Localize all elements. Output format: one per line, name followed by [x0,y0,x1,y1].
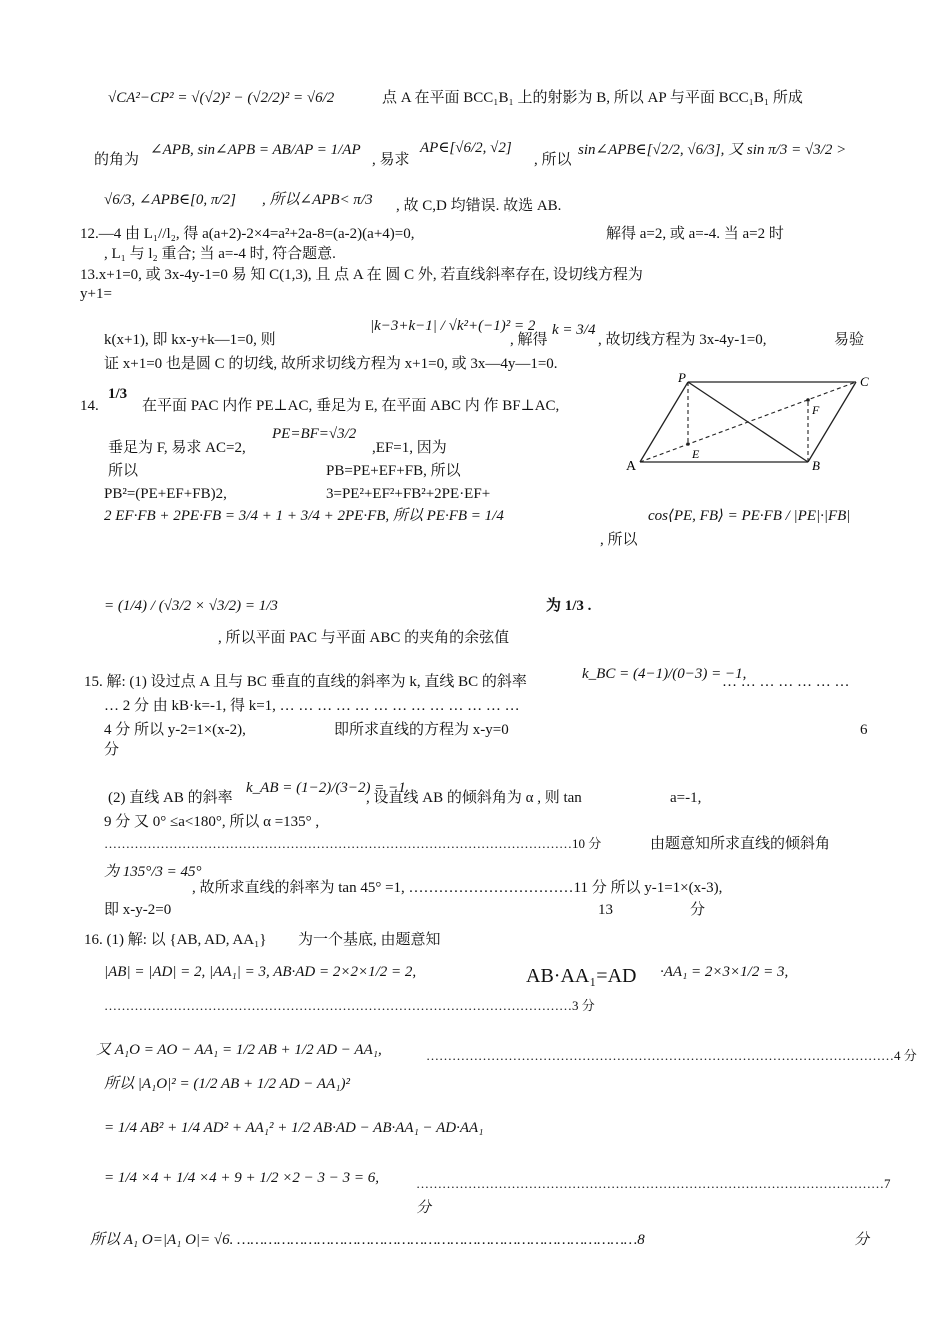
p15-formula-1b: k_BC = (4−1)/(0−3) = −1, [582,666,747,682]
p15-line-5c: , 设直线 AB 的倾斜角为 α , 则 tan [366,790,582,806]
p16-line-4b: ………………………………………………………………………………………………4 分 [426,1048,917,1063]
p14-line-3b: PB=PE+EF+FB, 所以 [326,463,461,479]
label-f: F [812,403,820,417]
p13-formula-3d: k = 3/4 [552,322,596,338]
p15-line-3c: 6 [860,722,868,738]
p13-line-3c: , 解得 [510,332,548,348]
label-e: E [692,447,700,461]
p15-line-4: 分 [104,742,120,758]
p15-line-1a: 15. 解: (1) 设过点 A 且与 BC 垂直的直线的斜率为 k, 直线 BC 的斜率 [84,674,527,690]
p15-line-3b: 即所求直线的方程为 x-y=0 [334,722,509,738]
p16-line-1b: 为一个基底, 由题意知 [298,932,441,948]
p15-line-9a: 即 x-y-2=0 [104,902,172,918]
p13-line-3e: , 故切线方程为 3x-4y-1=0, [598,332,767,348]
p13-line-3a: k(x+1), 即 kx-y+k—1=0, 则 [104,332,276,348]
p15-line-9c: 分 [690,902,706,918]
p15-line-7a: ………………………………………………………………………………………………10 分 [104,836,602,851]
p12-line-1a: 12.—4 由 L₁//l₂, 得 a(a+2)-2×4=a²+2a-8=(a-2)(a+4)=0, [80,226,415,242]
p14-formula-2b: PE=BF=√3/2 [272,426,357,442]
p14-number: 14. [80,398,99,414]
p15-line-2: … 2 分 由 kB·k=-1, 得 k=1, … … … … … … … … … … … … … [104,698,520,714]
p15-line-6: 9 分 又 0° ≤a<180°, 所以 α =135° , [104,814,320,830]
p14-line-5c: , 所以 [600,532,638,548]
p13-line-1: 13.x+1=0, 或 3x-4y-1=0 易 知 C(1,3), 且 点 A 在 圆 C 外, 若直线斜率存在, 设切线方程为 [80,267,643,283]
p11-text-1: 点 A 在平面 BCC₁B₁ 上的射影为 B, 所以 AP 与平面 BCC₁B₁ 所成 [382,90,803,106]
p11-text-2c: , 易求 [372,152,410,168]
p13-formula-3b: |k−3+k−1| / √k²+(−1)² = 2 [370,318,536,334]
p14-line-7: , 所以平面 PAC 与平面 ABC 的夹角的余弦值 [218,630,510,646]
edge-ac [640,382,856,462]
p15-line-3a: 4 分 所以 y-2=1×(x-2), [104,722,246,738]
label-c: C [860,374,869,389]
p14-line-3a: 所以 [108,463,139,479]
p11-formula-3b: , 所以∠APB< π/3 [262,192,373,208]
p14-formula-5a: 2 EF·FB + 2PE·FB = 3/4 + 1 + 3/4 + 2PE·FB, 所以 PE·FB = 1/4 [104,508,504,524]
p14-answer-final: 为 1/3 . [546,598,592,614]
p12-line-2: , L₁ 与 l₂ 重合; 当 a=-4 时, 符合题意. [104,246,336,262]
p11-text-2a: 的角为 [94,152,140,168]
p12-line-1b: 解得 a=2, 或 a=-4. 当 a=2 时 [606,226,784,242]
p16-line-9b: 分 [854,1232,870,1248]
p15-line-7b: 由题意知所求直线的倾斜角 [650,836,831,852]
p13-line-4: 证 x+1=0 也是圆 C 的切线, 故所求切线方程为 x+1=0, 或 3x—4y—1=0. [104,356,558,372]
p15-formula-8a: 为 135°/3 = 45° [104,864,202,880]
p11-formula-3a: √6/3, ∠APB∈[0, π/2] [104,192,236,208]
p16-formula-7a: = 1/4 ×4 + 1/4 ×4 + 9 + 1/2 ×2 − 3 − 3 = 6, [104,1170,379,1186]
p13-line-3f: 易验 [834,332,865,348]
point-f [806,398,810,402]
edge-bc [808,382,856,462]
p14-formula-5b: cos⟨PE, FB⟩ = PE·FB / |PE|·|FB| [648,508,851,524]
p15-line-9b: 13 [598,902,613,918]
p11-formula-2b: ∠APB, sin∠APB = AB/AP = 1/AP [150,142,361,158]
p15-line-8b: , 故所求直线的斜率为 tan 45° =1, ……………………………11 分 所以 y-1=1×(x-3), [192,880,723,896]
p15-line-1c: … … … … … … … [722,674,850,690]
p15-formula-5b: k_AB = (1−2)/(3−2) = −1 [246,780,406,796]
p16-formula-2a: |AB| = |AD| = 2, |AA₁| = 3, AB·AD = 2×2×1/2 = 2, [104,964,417,980]
p15-line-5d: a=-1, [670,790,702,806]
p16-line-1a: 16. (1) 解: 以 {AB, AD, AA₁} [84,932,267,948]
p11-text-3c: , 故 C,D 均错误. 故选 AB. [396,198,562,214]
p14-line-1: 在平面 PAC 内作 PE⊥AC, 垂足为 E, 在平面 ABC 内 作 BF⊥AC, [142,398,560,414]
label-b: B [812,458,820,473]
p14-answer: 1/3 [108,386,128,402]
p14-line-2a: 垂足为 F, 易求 AC=2, [108,440,246,456]
p14-line-2c: ,EF=1, 因为 [372,440,447,456]
p16-formula-2b: AB·AA₁=AD [526,965,637,987]
point-e [686,442,690,446]
p14-line-4a: PB²=(PE+EF+FB)2, [104,486,227,502]
edge-ap [640,382,688,462]
p16-line-3: ………………………………………………………………………………………………3 分 [104,998,595,1013]
p16-formula-6: = 1/4 AB² + 1/4 AD² + AA₁² + 1/2 AB·AD − AB·AA₁ − AD·AA₁ [104,1120,484,1136]
p16-formula-2c: ·AA₁ = 2×3×1/2 = 3, [660,964,789,980]
p15-line-5a: (2) 直线 AB 的斜率 [108,790,233,806]
p14-figure [620,370,880,480]
p16-line-9a: 所以 A₁ O=|A₁ O|= √6. ………………………………………………………………………………8 [90,1232,645,1248]
p11-formula-1: √CA²−CP² = √(√2)² − (√2/2)² = √6/2 [108,90,335,106]
label-p: P [678,370,686,385]
p13-line-2: y+1= [80,286,112,302]
p11-formula-2d: AP∈[√6/2, √2] [420,140,512,156]
p16-line-7b: ………………………………………………………………………………………………7 [416,1176,891,1191]
label-a: A [626,459,637,474]
p16-formula-4a: 又 A₁O = AO − AA₁ = 1/2 AB + 1/2 AD − AA₁, [96,1042,382,1058]
p14-line-4b: 3=PE²+EF²+FB²+2PE·EF+ [326,486,491,502]
p16-line-8: 分 [416,1200,432,1216]
p11-formula-2f: sin∠APB∈[√2/2, √6/3], 又 sin π/3 = √3/2 > [578,142,847,158]
p16-formula-5: 所以 |A₁O|² = (1/2 AB + 1/2 AD − AA₁)² [104,1076,350,1092]
p14-formula-6a: = (1/4) / (√3/2 × √3/2) = 1/3 [104,598,278,614]
p11-text-2e: , 所以 [534,152,572,168]
